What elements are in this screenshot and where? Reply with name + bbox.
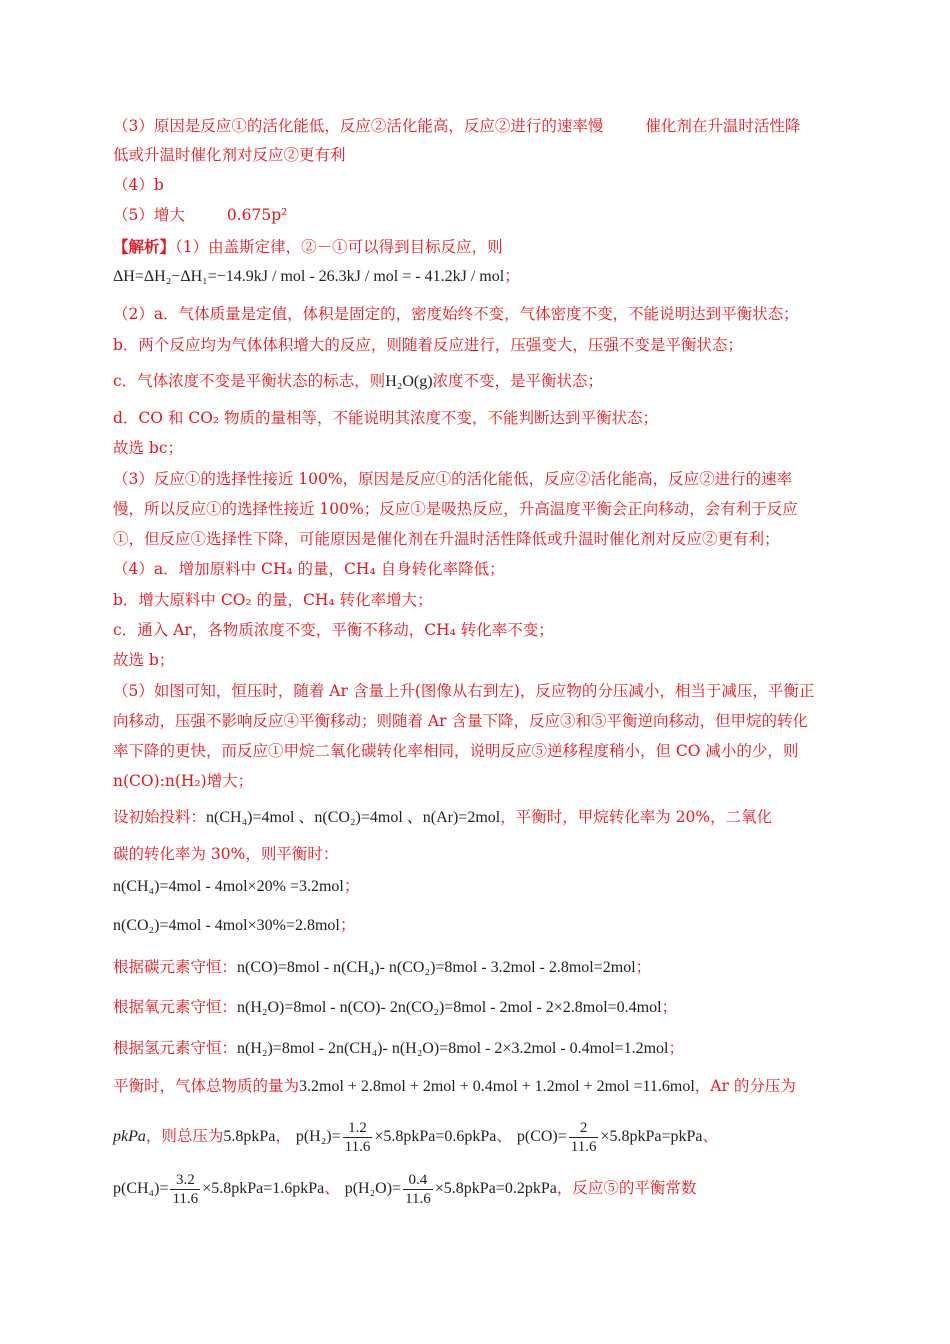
fraction-ch4: $\frac{3.2}{11.6}$ <box>172 1171 199 1207</box>
partial-pressures-1: pkPa，则总压为5.8pkPa， p(H₂)= $\frac{1.2}{11.6}$ ×5.8pkPa=0.6pkPa、 p(CO)= $\frac{2}{11.6}$ ×5.8pkPa=pkPa、 <box>113 1119 719 1155</box>
analysis-5-line-3: 率下降的更快，而反应①甲烷二氧化碳转化率相同，说明反应⑤逆移程度稍小，但 CO 减小的少，则 <box>113 742 799 760</box>
analysis-2d: d．CO 和 CO₂ 物质的量相等，不能说明其浓度不变，不能判断达到平衡状态； <box>113 409 659 427</box>
analysis-5-line-2: 向移动，压强不影响反应④平衡移动；则随着 Ar 含量下降，反应③和⑤平衡逆向移动，但甲烷的转化 <box>113 712 808 730</box>
analysis-4b: b．增大原料中 CO₂ 的量，CH₄ 转化率增大； <box>113 591 433 609</box>
n-co2-equation: n(CO₂)=4mol - 4mol×30%=2.8mol； <box>113 917 356 934</box>
answer-5: （5）增大 0.675p² <box>113 206 288 224</box>
fraction-co: $\frac{2}{11.6}$ <box>570 1119 597 1155</box>
carbon-balance: 根据碳元素守恒：n(CO)=8mol - n(CH₄)- n(CO₂)=8mol - 3.2mol - 2.8mol=2mol； <box>113 958 652 976</box>
enthalpy-equation: ΔH=ΔH₂−ΔH₁=−14.9kJ / mol - 26.3kJ / mol = - 41.2kJ / mol； <box>113 268 521 285</box>
hydrogen-balance: 根据氢元素守恒：n(H₂)=8mol - 2n(CH₄)- n(H₂O)=8mol - 2×3.2mol - 0.4mol=1.2mol； <box>113 1039 684 1057</box>
analysis-3-line-3: ①，但反应①选择性下降，可能原因是催化剂在升温时活性降低或升温时催化剂对反应②更有利； <box>113 530 780 548</box>
analysis-2a: （2）a．气体质量是定值，体积是固定的，密度始终不变，气体密度不变，不能说明达到平衡状态； <box>113 305 799 323</box>
fraction-h2o: $\frac{0.4}{11.6}$ <box>405 1171 431 1207</box>
analysis-5-line-4: n(CO):n(H₂)增大； <box>113 772 254 790</box>
fraction-h2: $\frac{1.2}{11.6}$ <box>344 1119 371 1155</box>
analysis-3-line-2: 慢，所以反应①的选择性接近 100%；反应①是吸热反应，升高温度平衡会正向移动，会有利于反应 <box>113 500 798 518</box>
analysis-2b: b．两个反应均为气体体积增大的反应，则随着反应进行，压强变大，压强不变是平衡状态； <box>113 336 743 354</box>
initial-feed: 设初始投料：n(CH₄)=4mol 、n(CO₂)=4mol 、n(Ar)=2mol，平衡时，甲烷转化率为 20%，二氧化 <box>113 808 773 826</box>
analysis-4a: （4）a．增加原料中 CH₄ 的量，CH₄ 自身转化率降低； <box>113 560 505 578</box>
choice-bc: 故选 bc； <box>113 439 184 457</box>
answer-4: （4）b <box>113 176 164 194</box>
choice-b: 故选 b； <box>113 651 175 669</box>
equilibrium-intro: 碳的转化率为 30%，则平衡时： <box>113 845 339 863</box>
n-ch4-equation: n(CH₄)=4mol - 4mol×20% =3.2mol； <box>113 878 360 895</box>
analysis-4c: c．通入 Ar，各物质浓度不变，平衡不移动，CH₄ 转化率不变； <box>113 621 554 639</box>
partial-pressures-2: p(CH₄)= $\frac{3.2}{11.6}$ ×5.8pkPa=1.6pkPa、 p(H₂O)= $\frac{0.4}{11.6}$ ×5.8pkPa=0.2pkPa，反应⑤的平衡常数 <box>113 1171 697 1207</box>
answer-3-line-1: （3）原因是反应①的活化能低，反应②活化能高，反应②进行的速率慢 催化剂在升温时活性降 <box>113 117 801 135</box>
analysis-heading: 【解析】（1）由盖斯定律，②－①可以得到目标反应，则 <box>113 237 503 256</box>
analysis-3-line-1: （3）反应①的选择性接近 100%，原因是反应①的活化能低，反应②活化能高，反应②进行的速率 <box>113 470 793 488</box>
total-moles: 平衡时，气体总物质的量为3.2mol + 2.8mol + 2mol + 0.4mol + 1.2mol + 2mol =11.6mol，Ar 的分压为 <box>113 1077 796 1095</box>
analysis-5-line-1: （5）如图可知，恒压时，随着 Ar 含量上升(图像从右到左)，反应物的分压减小，相当于减压，平衡正 <box>113 682 815 700</box>
answer-3-line-2: 低或升温时催化剂对反应②更有利 <box>113 146 346 164</box>
oxygen-balance: 根据氧元素守恒：n(H₂O)=8mol - n(CO)- 2n(CO₂)=8mol - 2mol - 2×2.8mol=0.4mol； <box>113 998 678 1016</box>
analysis-2c: c．气体浓度不变是平衡状态的标志，则H₂O(g)浓度不变，是平衡状态； <box>113 372 604 390</box>
